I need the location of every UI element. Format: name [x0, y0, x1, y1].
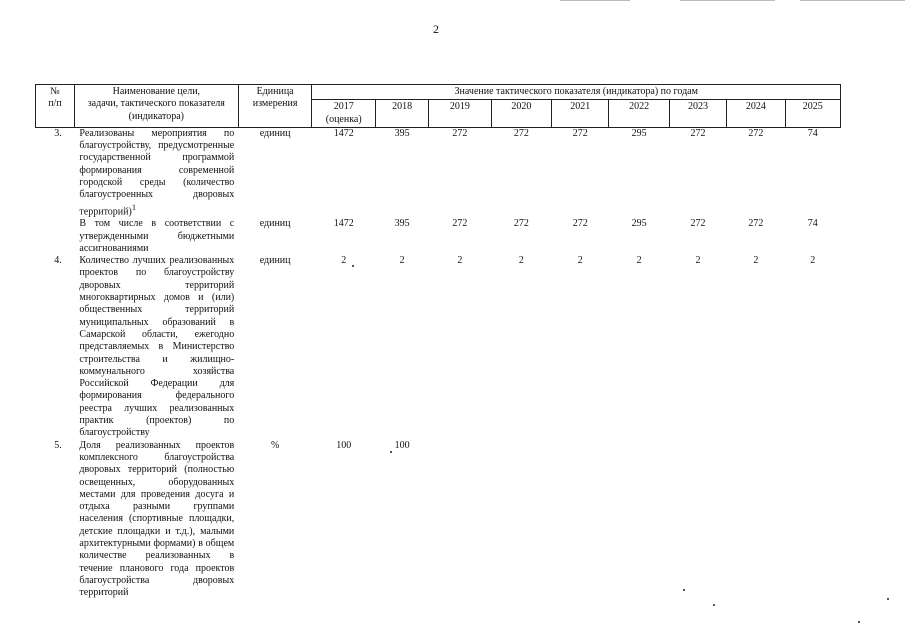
value-cell: 2 — [518, 255, 524, 267]
value-cell: 2 — [577, 255, 583, 267]
header-year: 2018 — [375, 100, 428, 128]
value-cell: 1472 — [333, 218, 354, 230]
value-cell: 2 — [753, 255, 759, 267]
row-number: 3. — [54, 127, 62, 139]
value-cell: 2 — [810, 255, 816, 267]
value-cell: 272 — [513, 127, 529, 139]
value-cell: 272 — [452, 127, 468, 139]
table-row — [36, 255, 841, 439]
value-cell: 1472 — [333, 127, 354, 139]
header-values-title: Значение тактического показателя (индикатора) по годам — [312, 85, 841, 100]
header-unit-line1: Единица — [256, 86, 294, 97]
header-name-line2: задачи, тактического показателя — [87, 98, 225, 110]
indicator-name: Количество лучших реализованных проектов по благоустройству дворовых территорий многоквартирных домов и (или) общественных территорий муниципальных образований в Самарской области, ежегодно представляемых в Министерство строительства и жилищно-коммунального хозяйства Российской Федерации для формирования федерального реестра лучших реализованных практик (проектов) по благоустройству — [79, 255, 235, 439]
unit-cell: единиц — [259, 255, 291, 267]
header-name — [74, 85, 238, 128]
scan-speck — [683, 589, 685, 591]
row-number: 4. — [54, 255, 62, 267]
value-cell: 74 — [807, 127, 818, 139]
value-cell: 272 — [513, 218, 529, 230]
scan-speck — [887, 598, 889, 600]
value-cell — [552, 440, 609, 600]
page-number: 2 — [433, 22, 439, 36]
footnote-mark: 1 — [131, 202, 137, 212]
value-cell — [669, 440, 726, 600]
table-row — [36, 440, 841, 600]
header-row-1 — [36, 85, 841, 100]
value-cell: 295 — [631, 127, 647, 139]
scan-edge-line — [680, 0, 775, 1]
table-row — [36, 218, 841, 255]
header-year: 2025 — [785, 100, 840, 128]
table-row — [36, 127, 841, 218]
value-cell: 2 — [457, 255, 463, 267]
unit-cell: единиц — [259, 127, 291, 139]
value-cell: 100 — [336, 439, 352, 451]
header-year: 2024 — [727, 100, 785, 128]
header-name-line3: (индикатора) — [128, 110, 185, 122]
indicator-name: В том числе в соответствии с утвержденными бюджетными ассигнованиями — [79, 218, 235, 254]
value-cell: 272 — [748, 218, 764, 230]
value-cell: 395 — [394, 218, 410, 230]
value-cell — [785, 440, 840, 600]
value-cell: 100 — [394, 439, 410, 451]
value-cell: 74 — [807, 218, 818, 230]
unit-cell: % — [270, 439, 280, 451]
header-num — [36, 85, 75, 128]
indicator-table — [35, 84, 841, 600]
value-cell — [727, 440, 785, 600]
value-cell: 272 — [690, 127, 706, 139]
value-cell: 2 — [341, 255, 347, 267]
header-year: 2019 — [429, 100, 491, 128]
header-year-2017 — [312, 100, 375, 128]
header-year: 2021 — [552, 100, 609, 128]
value-cell: 295 — [631, 218, 647, 230]
scan-speck — [858, 621, 860, 623]
row-number: 5. — [54, 439, 62, 451]
header-year: 2023 — [669, 100, 726, 128]
header-name-line1: Наименование цели, — [112, 86, 201, 97]
header-unit-line2: измерения — [252, 98, 298, 110]
scan-speck — [352, 265, 354, 267]
header-year-2017-label: 2017 — [333, 101, 354, 113]
indicator-name — [74, 127, 238, 218]
scan-edge-line — [560, 0, 630, 1]
value-cell: 2 — [636, 255, 642, 267]
header-year-2017-note: (оценка) — [325, 113, 362, 125]
row-number — [36, 218, 75, 255]
value-cell — [429, 440, 491, 600]
scan-edge-line — [800, 0, 905, 1]
value-cell: 395 — [394, 127, 410, 139]
value-cell: 2 — [399, 255, 405, 267]
header-year: 2022 — [609, 100, 669, 128]
header-unit — [238, 85, 312, 128]
header-year: 2020 — [491, 100, 551, 128]
header-num-line2: п/п — [48, 98, 62, 110]
value-cell: 272 — [452, 218, 468, 230]
value-cell: 2 — [695, 255, 701, 267]
value-cell — [609, 440, 669, 600]
unit-cell: единиц — [259, 218, 291, 230]
value-cell: 272 — [690, 218, 706, 230]
value-cell — [491, 440, 551, 600]
value-cell: 272 — [572, 218, 588, 230]
header-num-line1: № — [50, 86, 60, 97]
scan-speck — [713, 604, 715, 606]
value-cell: 272 — [748, 127, 764, 139]
value-cell: 272 — [572, 127, 588, 139]
scan-speck — [390, 451, 392, 453]
indicator-name: Доля реализованных проектов комплексного благоустройства дворовых территорий (полностью освещенных, оборудованных местами для проведения досуга и отдыха разными группами населения (спортивные площадки, детские площадки и т.д.), малыми архитектурными формами) в общем количестве реализованных в течение планового года проектов благоустройства дворовых территорий — [79, 439, 235, 599]
indicator-name-text: Реализованы мероприятия по благоустройству, предусмотренные государственной программой формирования современной городской среды (количество благоустроенных дворовых территорий) — [79, 127, 235, 217]
